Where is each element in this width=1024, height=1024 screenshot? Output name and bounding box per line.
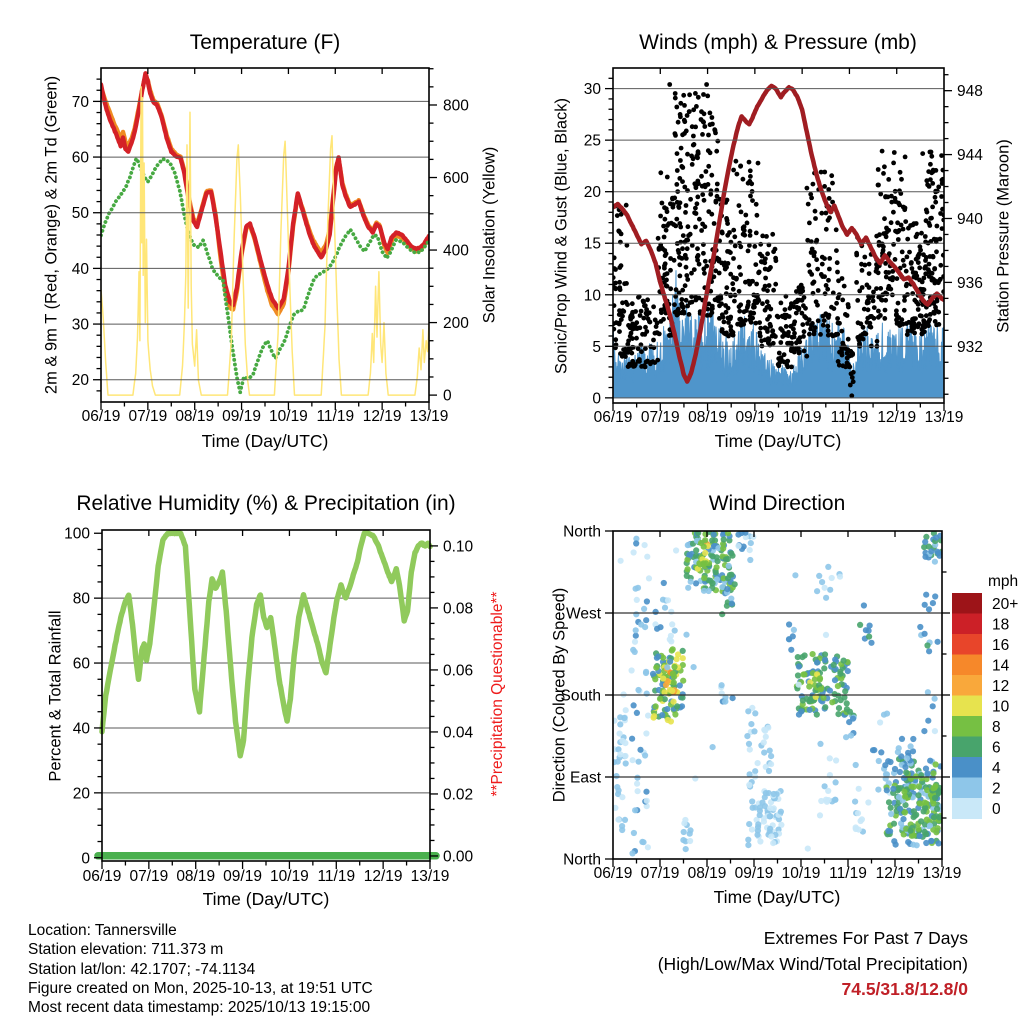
solar-tick-label: 200 <box>443 315 469 333</box>
winds-pressure-panel-title: Winds (mph) & Pressure (mb) <box>639 31 917 54</box>
colorbar-tick-label: 2 <box>992 780 1001 798</box>
pressure-tick-label: 936 <box>957 274 983 292</box>
solar-tick-label: 0 <box>443 387 452 405</box>
direction-tick-label: West <box>565 605 601 623</box>
wind-gust-y-axis-label: Sonic/Prop Wind & Gust (Blue, Black) <box>552 97 571 375</box>
gridlines <box>613 613 942 777</box>
y-tick-label: 40 <box>71 260 89 278</box>
x-tick-label: 08/19 <box>688 409 727 426</box>
x-tick-label: 12/19 <box>363 868 403 885</box>
x-tick-label: 08/19 <box>687 865 727 882</box>
station-location-line: Location: Tannersville <box>28 922 177 939</box>
x-tick-label: 11/19 <box>317 868 356 885</box>
y-tick-label: 20 <box>71 372 89 390</box>
x-tick-label: 10/19 <box>782 409 822 426</box>
colorbar-tick-label: 10 <box>992 698 1010 716</box>
pressure-tick-label: 940 <box>957 210 983 228</box>
x-tick-label: 08/19 <box>176 868 216 885</box>
figure-created-line: Figure created on Mon, 2025-10-13, at 19:51 UTC <box>28 979 373 997</box>
station-info-block <box>28 921 373 1017</box>
x-tick-label: 13/19 <box>924 409 964 426</box>
x-tick-label: 09/19 <box>222 408 261 425</box>
x-tick-label: 09/19 <box>735 409 775 426</box>
y-tick-label: 30 <box>71 316 89 334</box>
x-tick-label: 12/19 <box>877 409 917 426</box>
plot-area <box>101 73 429 395</box>
y-tick-label: 5 <box>592 338 601 356</box>
wind-direction-x-axis-label: Time (Day/UTC) <box>713 887 841 907</box>
series-wind-direction-dots <box>611 529 945 857</box>
panel-wind-direction <box>560 524 1018 883</box>
series-solar_insolation <box>101 87 429 395</box>
colorbar-tick-label: 4 <box>992 759 1001 777</box>
panel-humidity-precip <box>64 526 473 885</box>
x-tick-label: 06/19 <box>82 868 122 885</box>
y-tick-label: 60 <box>72 655 90 673</box>
x-tick-label: 11/19 <box>830 409 869 426</box>
y-tick-label: 20 <box>583 184 601 202</box>
x-tick-label: 06/19 <box>593 865 633 882</box>
x-tick-label: 07/19 <box>640 865 680 882</box>
plot-area <box>611 529 945 857</box>
x-tick-label: 10/19 <box>781 865 821 882</box>
y-tick-label: 50 <box>71 205 89 223</box>
axis-ticks <box>94 530 438 869</box>
x-tick-label: 12/19 <box>875 865 915 882</box>
x-tick-label: 07/19 <box>640 409 680 426</box>
x-tick-label: 07/19 <box>128 408 168 425</box>
x-tick-label: 09/19 <box>223 868 262 885</box>
colorbar-tick-label: 14 <box>992 657 1010 675</box>
x-tick-label: 13/19 <box>410 868 450 885</box>
solar-tick-label: 600 <box>443 170 469 188</box>
direction-tick-label: North <box>563 523 601 541</box>
series-relative_humidity <box>102 533 430 756</box>
solar-tick-label: 400 <box>443 242 469 260</box>
colorbar-tick-label: 12 <box>992 677 1010 695</box>
y-tick-label: 25 <box>583 132 601 150</box>
pressure-tick-label: 944 <box>957 147 983 165</box>
solar-insolation-axis-label: Solar Insolation (Yellow) <box>480 146 499 324</box>
x-tick-label: 13/19 <box>922 865 962 882</box>
y-tick-label: 0 <box>81 850 90 868</box>
extremes-values: 74.5/31.8/12.8/0 <box>841 979 968 999</box>
precip-tick-label: 0.00 <box>443 848 474 866</box>
colorbar-tick-label: 16 <box>992 636 1010 654</box>
precip-tick-label: 0.08 <box>443 600 474 618</box>
station-latlon-line: Station lat/lon: 42.1707; -74.1134 <box>28 960 256 978</box>
station-pressure-axis-label: Station Pressure (Maroon) <box>994 139 1013 333</box>
precipitation-questionable-warning: **Precipitation Questionable** <box>489 591 506 797</box>
plot-frame <box>102 530 430 861</box>
colorbar-tick-label: 0 <box>992 800 1001 818</box>
plot-area <box>611 82 947 398</box>
series-2m_temperature <box>101 73 429 308</box>
panel-winds-pressure <box>584 68 983 426</box>
y-tick-label: 70 <box>71 93 89 111</box>
x-tick-label: 10/19 <box>269 408 308 425</box>
y-tick-label: 100 <box>64 525 90 543</box>
wind-direction-y-axis-label: Direction (Colored By Speed) <box>550 587 569 803</box>
x-tick-label: 13/19 <box>409 408 449 425</box>
colorbar-units-label: mph <box>988 573 1019 590</box>
extremes-subtitle: (High/Low/Max Wind/Total Precipitation) <box>657 953 968 974</box>
x-tick-label: 10/19 <box>270 868 309 885</box>
temperature-y-axis-label: 2m & 9m T (Red, Orange) & 2m Td (Green) <box>42 75 61 395</box>
station-elevation-line: Station elevation: 711.373 m <box>28 941 224 959</box>
y-tick-label: 80 <box>72 590 90 608</box>
humidity-x-axis-label: Time (Day/UTC) <box>202 889 330 909</box>
pressure-tick-label: 932 <box>957 338 983 356</box>
direction-tick-label: North <box>563 851 601 869</box>
y-tick-label: 40 <box>72 720 90 738</box>
wind-direction-panel-title: Wind Direction <box>708 492 846 515</box>
speed-colorbar <box>952 593 1018 819</box>
x-tick-label: 09/19 <box>734 865 774 882</box>
winds-x-axis-label: Time (Day/UTC) <box>714 431 842 451</box>
data-timestamp-line: Most recent data timestamp: 2025/10/13 19:15:00 <box>28 999 371 1017</box>
extremes-title: Extremes For Past 7 Days <box>763 928 968 948</box>
y-tick-label: 30 <box>583 81 601 99</box>
x-tick-label: 11/19 <box>829 865 867 882</box>
direction-tick-label: South <box>560 687 601 705</box>
colorbar-tick-label: 6 <box>992 739 1001 757</box>
panel-temperature <box>72 68 469 425</box>
solar-tick-label: 800 <box>443 97 469 115</box>
direction-tick-label: East <box>569 769 601 787</box>
x-tick-label: 07/19 <box>129 868 169 885</box>
y-tick-label: 15 <box>583 235 601 253</box>
y-tick-label: 60 <box>71 149 89 167</box>
colorbar-tick-label: 20+ <box>992 595 1019 613</box>
x-tick-label: 08/19 <box>175 408 215 425</box>
pressure-tick-label: 948 <box>957 83 983 101</box>
x-tick-label: 06/19 <box>81 408 121 425</box>
precip-tick-label: 0.10 <box>443 538 474 556</box>
humidity-precip-panel-title: Relative Humidity (%) & Precipitation (in) <box>76 492 456 515</box>
y-tick-label: 10 <box>583 287 601 305</box>
x-tick-label: 12/19 <box>362 408 402 425</box>
x-tick-label: 06/19 <box>593 409 633 426</box>
colorbar-tick-label: 8 <box>992 718 1001 736</box>
x-tick-label: 11/19 <box>316 408 355 425</box>
precip-tick-label: 0.02 <box>443 786 474 804</box>
precip-tick-label: 0.06 <box>443 662 474 680</box>
temperature-x-axis-label: Time (Day/UTC) <box>201 431 329 451</box>
temperature-panel-title: Temperature (F) <box>189 31 341 54</box>
y-tick-label: 0 <box>592 390 601 408</box>
precip-tick-label: 0.04 <box>443 724 474 742</box>
humidity-y-axis-label: Percent & Total Rainfall <box>46 610 65 782</box>
colorbar-tick-label: 18 <box>992 616 1010 634</box>
y-tick-label: 20 <box>72 785 90 803</box>
extremes-summary-block <box>658 926 968 1003</box>
